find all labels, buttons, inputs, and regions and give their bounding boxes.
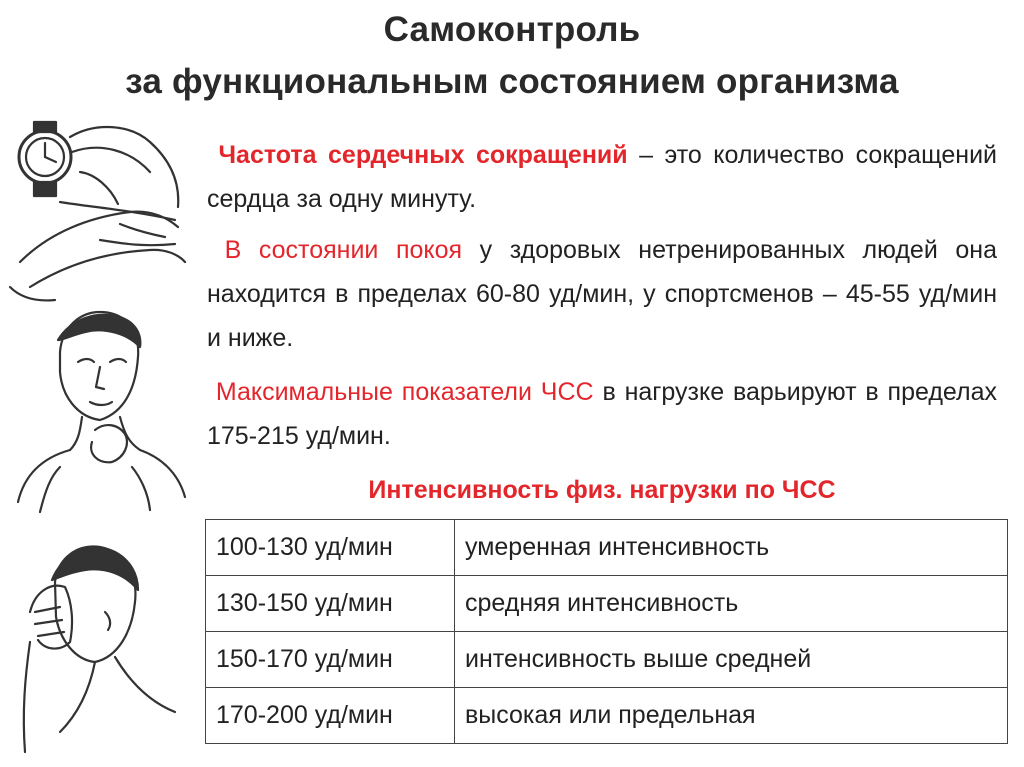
page-title (0, 4, 1024, 108)
max-heart-rate (207, 370, 997, 458)
neck-pulse-icon (18, 312, 185, 512)
heart-rate-definition (207, 133, 997, 221)
heart-rate-range: 170-200 уд/мин (206, 688, 455, 744)
intensity-level: интенсивность выше средней (455, 632, 1008, 688)
temple-pulse-icon (24, 547, 175, 752)
resting-state-term: В состоянии покоя (224, 236, 463, 264)
heart-rate-definition-text: – это количество сокращений сердца за одну минуту. (207, 141, 997, 213)
intensity-level: умеренная интенсивность (455, 520, 1008, 576)
intensity-level: высокая или предельная (455, 688, 1008, 744)
heart-rate-range: 150-170 уд/мин (206, 632, 455, 688)
table-row (206, 520, 1008, 576)
title-line-2: за функциональным состоянием организма (125, 62, 899, 101)
resting-heart-rate-text: у здоровых нетренированных людей она находится в пределах 60-80 уд/мин, у спортсменов – 45-55 уд/мин и ниже. (207, 236, 997, 352)
intensity-level: средняя интенсивность (455, 576, 1008, 632)
heart-rate-term: Частота сердечных сокращений (218, 141, 628, 169)
wrist-pulse-icon (10, 122, 185, 300)
heart-rate-range: 100-130 уд/мин (206, 520, 455, 576)
max-heart-rate-text: в нагрузке варьируют в пределах 175-215 уд/мин. (207, 378, 997, 450)
title-line-1: Самоконтроль (383, 10, 641, 49)
max-heart-rate-term: Максимальные показатели ЧСС (215, 378, 594, 406)
intensity-table-title: Интенсивность физ. нагрузки по ЧСС (368, 476, 836, 504)
table-row (206, 632, 1008, 688)
intensity-table (205, 519, 1008, 744)
pulse-measurement-illustration (0, 112, 200, 767)
heart-rate-range: 130-150 уд/мин (206, 576, 455, 632)
table-row (206, 576, 1008, 632)
table-row (206, 688, 1008, 744)
resting-heart-rate (207, 228, 997, 360)
